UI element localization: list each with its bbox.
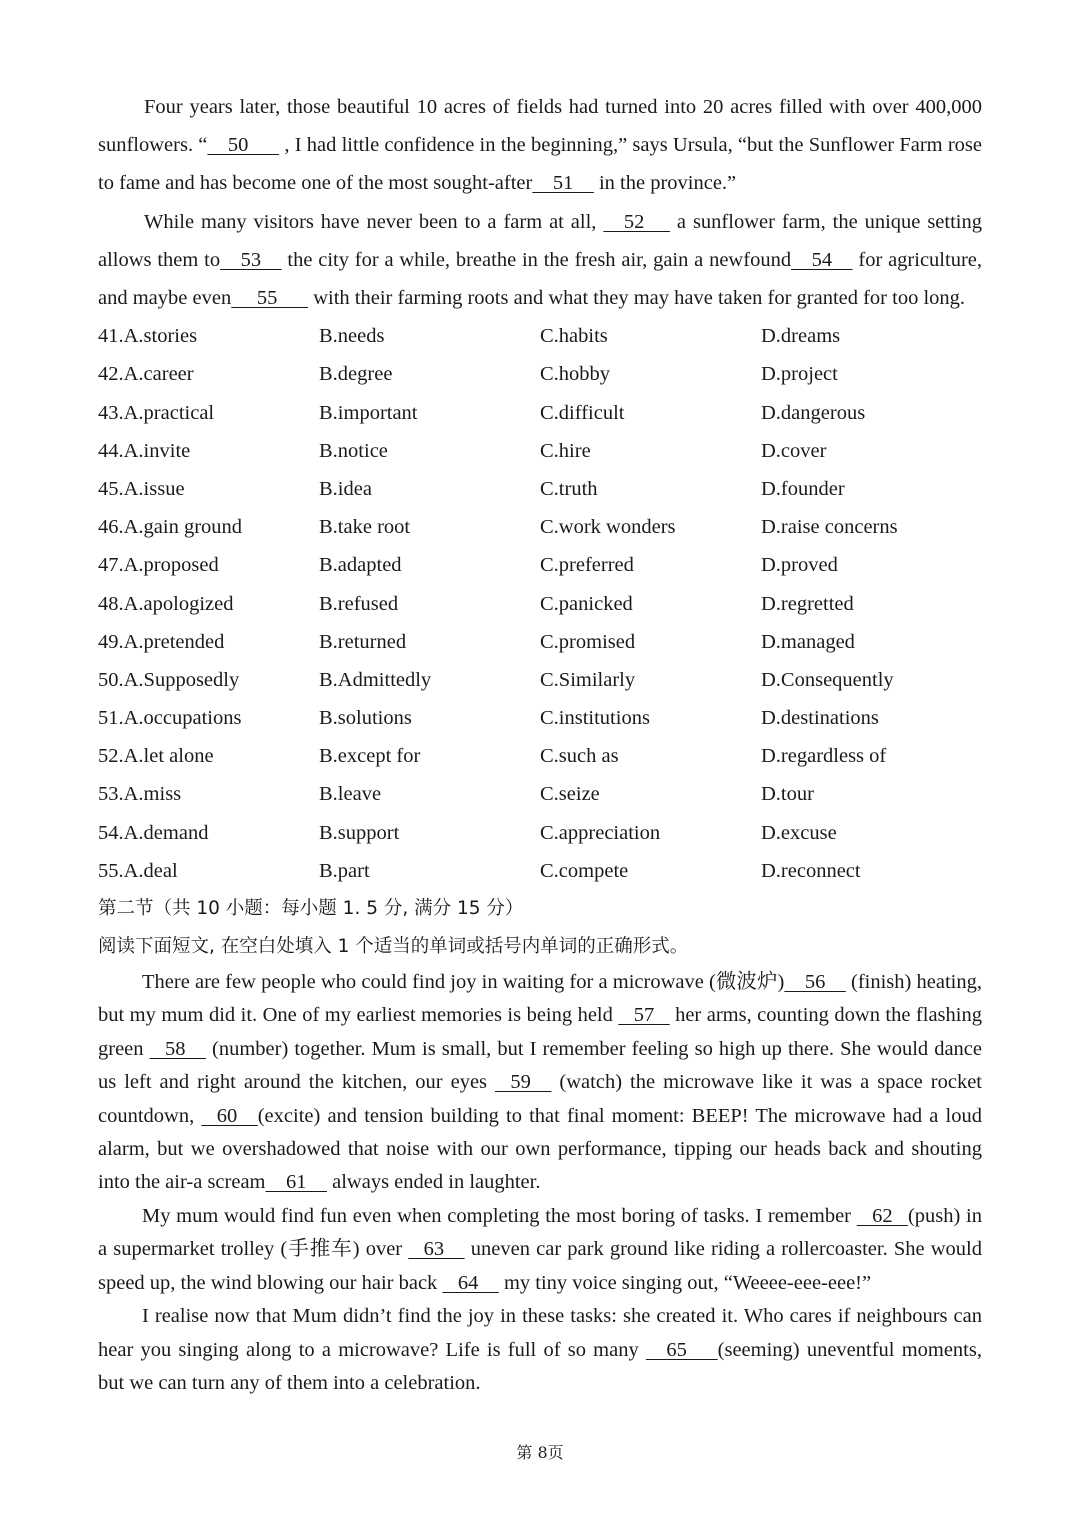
blank-64: 64: [442, 1271, 499, 1294]
option-c: C.difficult: [540, 401, 625, 424]
passage1-paragraph-1: [98, 88, 982, 203]
option-a: 45.A.issue: [98, 477, 185, 500]
text: , I had little confidence in the beginning,” says Ursula, “but the Sunflower Farm rose to fame and has become one of the most sought-after: [98, 134, 982, 195]
option-b: B.notice: [319, 439, 388, 462]
option-row-53: [98, 775, 982, 813]
option-row-45: [98, 470, 982, 508]
text: Four years later, those beautiful 10 acres of fields had turned into 20 acres filled with over 400,000 sunflowers. “: [98, 96, 982, 157]
option-d: D.regardless of: [761, 745, 887, 768]
option-b: B.take root: [319, 516, 411, 539]
option-row-42: [98, 355, 982, 393]
text: My mum would find fun even when completing the most boring of tasks. I remember: [142, 1204, 857, 1227]
option-row-44: [98, 432, 982, 470]
option-a: 51.A.occupations: [98, 707, 242, 730]
text: (number) together. Mum is small, but I remember feeling so high up there. She would dance us left and right around the kitchen, our eyes: [98, 1037, 982, 1094]
option-row-49: [98, 623, 982, 661]
option-a: 46.A.gain ground: [98, 516, 243, 539]
blank-57: 57: [618, 1004, 670, 1027]
option-row-43: [98, 394, 982, 432]
blank-60: 60: [201, 1104, 258, 1127]
option-b: B.returned: [319, 630, 407, 653]
passage2-paragraph-3: [98, 1300, 982, 1400]
option-b: B.support: [319, 821, 400, 844]
option-b: B.refused: [319, 592, 399, 615]
option-row-52: [98, 737, 982, 775]
blank-54: 54: [791, 248, 853, 271]
option-c: C.institutions: [540, 707, 650, 730]
option-a: 52.A.let alone: [98, 745, 214, 768]
blank-59: 59: [495, 1071, 552, 1094]
text: (watch) the microwave like it was a space rocket countdown,: [98, 1071, 982, 1127]
option-d: D.regretted: [761, 592, 854, 615]
passage2-paragraph-2: [98, 1200, 982, 1300]
option-row-55: [98, 852, 982, 890]
option-b: B.leave: [319, 783, 382, 806]
option-c: C.compete: [540, 859, 629, 882]
option-row-46: [98, 508, 982, 546]
blank-53: 53: [220, 248, 282, 271]
option-a: 47.A.proposed: [98, 554, 219, 577]
option-d: D.dreams: [761, 325, 841, 348]
option-c: C.panicked: [540, 592, 633, 615]
passage2-paragraph-1: [98, 966, 982, 1200]
option-b: B.except for: [319, 745, 421, 768]
blank-62: 62: [856, 1204, 908, 1227]
option-row-48: [98, 585, 982, 623]
text: my tiny voice singing out, “Weeee-eee-eee!”: [498, 1271, 872, 1294]
blank-61: 61: [265, 1171, 327, 1194]
option-b: B.adapted: [319, 554, 402, 577]
option-d: D.proved: [761, 554, 838, 577]
option-b: B.important: [319, 401, 418, 424]
text: (finish) heating, but my mum did it. One of my earliest memories is being held: [98, 971, 982, 1027]
option-d: D.cover: [761, 439, 827, 462]
option-a: 48.A.apologized: [98, 592, 234, 615]
blank-50: 50: [207, 134, 280, 157]
text: her arms, counting down the flashing green: [98, 1004, 982, 1060]
option-c: C.promised: [540, 630, 636, 653]
option-c: C.Similarly: [540, 668, 636, 691]
option-d: D.project: [761, 363, 838, 386]
option-a: 49.A.pretended: [98, 630, 225, 653]
blank-58: 58: [149, 1037, 206, 1060]
answer-options-table: [98, 317, 982, 890]
option-a: 41.A.stories: [98, 325, 198, 348]
text: a sunflower farm, the unique setting allows them to: [98, 210, 982, 271]
text: in the province.”: [593, 172, 737, 195]
option-a: 44.A.invite: [98, 439, 191, 462]
text: for agriculture, and maybe even: [98, 248, 982, 310]
option-b: B.part: [319, 859, 370, 882]
option-row-54: [98, 814, 982, 852]
option-d: D.founder: [761, 477, 845, 500]
option-b: B.Admittedly: [319, 668, 432, 691]
option-b: B.degree: [319, 363, 393, 386]
option-c: C.appreciation: [540, 821, 661, 844]
option-a: 50.A.Supposedly: [98, 668, 240, 691]
blank-51: 51: [532, 172, 594, 195]
option-a: 43.A.practical: [98, 401, 215, 424]
blank-65: 65: [645, 1338, 718, 1361]
blank-63: 63: [408, 1238, 465, 1261]
option-d: D.dangerous: [761, 401, 866, 424]
option-a: 53.A.miss: [98, 783, 182, 806]
option-a: 54.A.demand: [98, 821, 209, 844]
option-d: D.excuse: [761, 821, 837, 844]
text: uneven car park ground like riding a rollercoaster. She would speed up, the wind blowing our hair back: [98, 1238, 982, 1294]
option-row-50: [98, 661, 982, 699]
passage1-paragraph-2: [98, 203, 982, 318]
section-instruction: 阅读下面短文, 在空白处填入 1 个适当的单词或括号内单词的正确形式。: [98, 936, 689, 958]
option-d: D.tour: [761, 783, 814, 806]
blank-56: 56: [784, 971, 846, 994]
text: I realise now that Mum didn’t find the joy in these tasks: she created it. Who cares if neighbours can hear you singing along to a microwave? Life is full of so many: [98, 1305, 982, 1361]
option-d: D.destinations: [761, 707, 879, 730]
option-c: C.work wonders: [540, 516, 676, 539]
blank-55: 55: [231, 287, 309, 310]
text: always ended in laughter.: [327, 1171, 541, 1194]
option-c: C.preferred: [540, 554, 634, 577]
option-c: C.hobby: [540, 363, 611, 386]
option-d: D.managed: [761, 630, 855, 653]
text: (excite) and tension building to that final moment: BEEP! The microwave had a loud alarm, but we overshadowed that noise with our own performance, tipping our heads back and shouting into the air-a scream: [98, 1104, 982, 1194]
option-a: 55.A.deal: [98, 859, 178, 882]
section-heading: 第二节（共 10 小题：每小题 1. 5 分, 满分 15 分）: [98, 898, 524, 920]
option-row-41: [98, 317, 982, 355]
text: (push) in a supermarket trolley (手推车) over: [98, 1204, 983, 1261]
blank-52: 52: [603, 210, 670, 233]
page-number: 第 8页: [516, 1443, 564, 1462]
option-b: B.solutions: [319, 707, 412, 730]
text: While many visitors have never been to a farm at all,: [144, 210, 604, 233]
exam-page: [98, 88, 982, 1400]
text: the city for a while, breathe in the fresh air, gain a newfound: [281, 248, 792, 271]
option-d: D.reconnect: [761, 859, 861, 882]
option-c: C.hire: [540, 439, 591, 462]
option-b: B.idea: [319, 477, 372, 500]
text: (seeming) uneventful moments, but we can turn any of them into a celebration.: [98, 1338, 982, 1394]
option-d: D.Consequently: [761, 668, 894, 691]
option-c: C.such as: [540, 745, 619, 768]
option-c: C.habits: [540, 325, 608, 348]
option-row-51: [98, 699, 982, 737]
option-d: D.raise concerns: [761, 516, 898, 539]
option-row-47: [98, 546, 982, 584]
option-a: 42.A.career: [98, 363, 194, 386]
text: There are few people who could find joy in waiting for a microwave (微波炉): [142, 971, 785, 994]
option-c: C.truth: [540, 477, 598, 500]
option-b: B.needs: [319, 325, 385, 348]
text: with their farming roots and what they may have taken for granted for too long.: [308, 287, 966, 310]
option-c: C.seize: [540, 783, 600, 806]
